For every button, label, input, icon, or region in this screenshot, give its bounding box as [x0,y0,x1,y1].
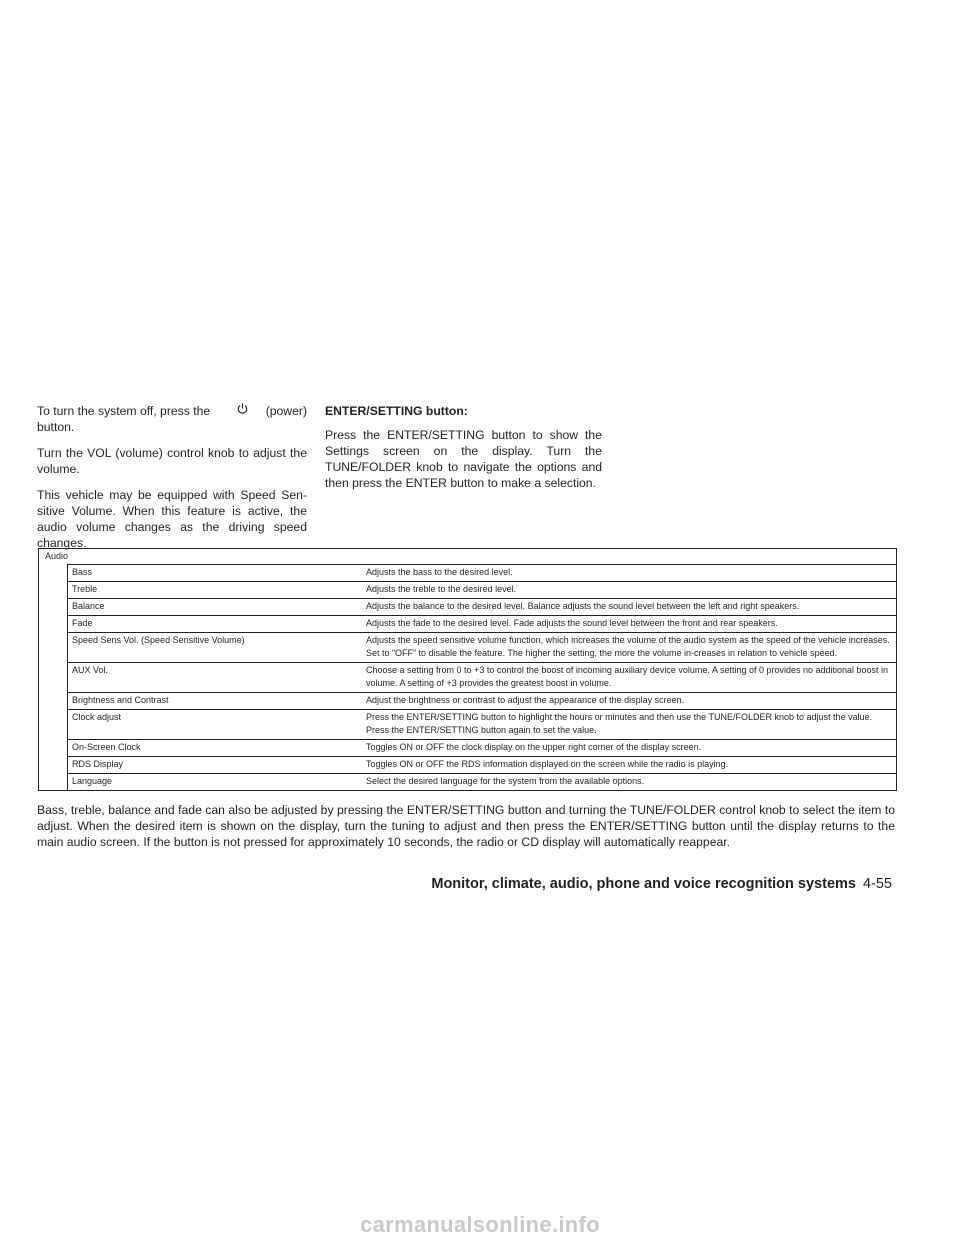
setting-name: On-Screen Clock [72,742,141,752]
setting-description: Select the desired language for the system from the available options. [366,776,645,786]
table-row [68,709,896,739]
audio-settings-table [38,548,897,791]
power-text-before: To turn the system off, press the [37,404,211,418]
enter-setting-heading: ENTER/SETTING button: [325,404,468,418]
setting-description: Toggles ON or OFF the clock display on the upper right corner of the display screen. [366,742,702,752]
table-row [68,581,896,598]
left-column [37,403,307,561]
page-footer [431,876,892,892]
page-number: 4-55 [862,876,892,892]
power-paragraph [37,403,307,435]
table-row [68,692,896,709]
table-row [68,773,896,790]
table-row [68,662,896,692]
power-line [37,403,307,419]
power-text-after: (power) [265,404,307,418]
table-header: Audio [45,551,69,561]
watermark: carmanualsonline.info [360,1212,600,1237]
enter-setting-paragraph: Press the ENTER/SETTING button to show the Settings screen on the display. Turn the TUNE/FOLDER knob to navigate the options and then press the ENTER button to make a selection. [325,428,602,490]
setting-description: Adjusts the speed sensitive volume function, which increases the volume of the audio system as the speed of the vehicle increases. Set to “OFF” to disable the feature. The higher the setting, the more the volume in-creases in relation to vehicle speed. [366,635,890,658]
table-row [68,739,896,756]
setting-name: RDS Display [72,759,124,769]
table-row [68,598,896,615]
setting-description: Adjusts the balance to the desired level. Balance adjusts the sound level between the left and right speakers. [366,601,800,611]
table-row [68,632,896,662]
setting-description: Toggles ON or OFF the RDS information displayed on the screen while the radio is playing. [366,759,729,769]
setting-description: Adjusts the treble to the desired level. [366,584,517,594]
setting-description: Choose a setting from 0 to +3 to control the boost of incoming auxiliary device volume. A setting of 0 provides no additional boost in volume. A setting of +3 provides the greatest boost in volume. [366,665,889,688]
table-body [67,564,896,790]
setting-description: Adjusts the fade to the desired level. Fade adjusts the sound level between the front and rear speakers. [366,618,778,628]
power-text-line2: button. [37,420,75,434]
setting-description: Press the ENTER/SETTING button to highlight the hours or minutes and then use the TUNE/FOLDER knob to adjust the value. Press the ENTER/SETTING button again to set the value. [366,712,873,735]
volume-paragraph: Turn the VOL (volume) control knob to adjust the volume. [37,446,307,476]
setting-name: Balance [72,601,105,611]
table-row [68,756,896,773]
footer-section-title: Monitor, climate, audio, phone and voice recognition systems [431,876,856,892]
setting-name: Language [72,776,113,786]
setting-name: Clock adjust [72,712,122,722]
setting-name: Brightness and Contrast [72,695,169,705]
setting-name: Bass [72,567,93,577]
table-row [68,564,896,581]
speed-sensitive-paragraph: This vehicle may be equipped with Speed Sen-sitive Volume. When this feature is active, the audio volume changes as the driving speed changes. [37,488,307,550]
setting-name: AUX Vol. [72,665,109,675]
setting-name: Fade [72,618,93,628]
setting-description: Adjust the brightness or contrast to adjust the appearance of the display screen. [366,695,685,705]
setting-description: Adjusts the bass to the desired level. [366,567,513,577]
setting-name: Speed Sens Vol. (Speed Sensitive Volume) [72,635,245,645]
right-column [325,403,602,501]
setting-name: Treble [72,584,98,594]
table-row [68,615,896,632]
footnote-paragraph: Bass, treble, balance and fade can also be adjusted by pressing the ENTER/SETTING button and turning the TUNE/FOLDER control knob to select the item to adjust. When the desired item is shown on the display, turn the tuning to adjust and then press the ENTER/SETTING button until the display returns to the main audio screen. If the button is not pressed for approximately 10 seconds, the radio or CD display will automatically reappear. [37,803,895,849]
power-icon [230,403,256,415]
